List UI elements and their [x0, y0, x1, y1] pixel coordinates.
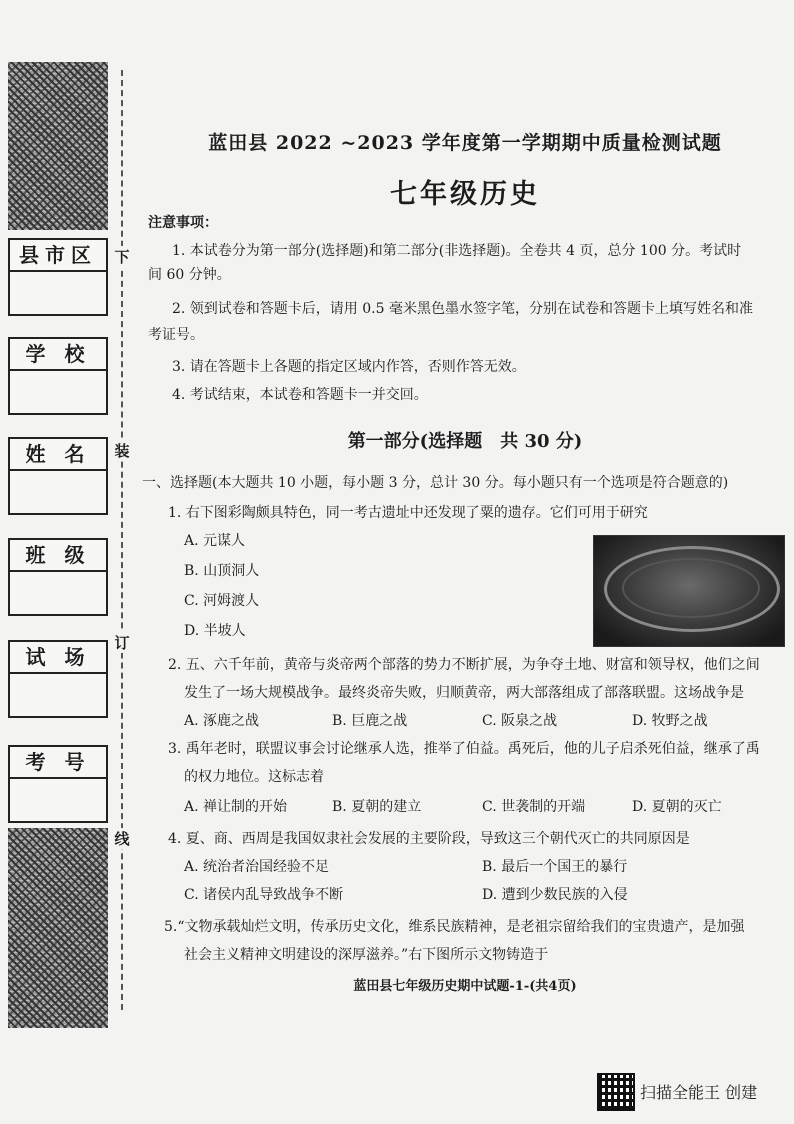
option: A. 涿鹿之战 [184, 713, 260, 729]
qr-code-icon [597, 1073, 635, 1111]
question-stem: 3. 禹年老时，联盟议事会讨论继承人选，推举了伯益。禹死后，他的儿子启杀死伯益，继承了禹 [168, 741, 760, 757]
scanner-watermark: 扫描全能王 创建 [640, 1083, 758, 1102]
field-class [8, 538, 108, 616]
question-stem: 2. 五、六千年前，黄帝与炎帝两个部落的势力不断扩展，为争夺土地、财富和领导权，他们之间 [168, 657, 760, 673]
field-label: 县市区 [10, 240, 106, 272]
binding-pattern-top [8, 62, 108, 230]
binding-mark: 订 [112, 632, 132, 653]
note-item: 3. 请在答题卡上各题的指定区域内作答，否则作答无效。 [172, 359, 526, 375]
field-exam-room [8, 640, 108, 718]
binding-pattern-bottom [8, 828, 108, 1028]
binding-mark: 装 [112, 440, 132, 461]
binding-mark: 下 [112, 246, 132, 267]
note-item: 间 60 分钟。 [148, 267, 231, 283]
note-item: 2. 领到试卷和答题卡后，请用 0.5 毫米黑色墨水签字笔，分别在试卷和答题卡上填写姓名和准 [172, 301, 753, 317]
section-title: 第一部分(选择题 共 30 分) [347, 431, 583, 452]
binding-line [121, 70, 123, 1010]
option: B. 山顶洞人 [184, 563, 260, 579]
question-stem: 的权力地位。这标志着 [184, 769, 324, 785]
option: A. 统治者治国经验不足 [184, 859, 330, 875]
field-county [8, 238, 108, 316]
option: D. 夏朝的灭亡 [632, 799, 722, 815]
field-label: 试 场 [10, 642, 106, 674]
field-label: 姓 名 [10, 439, 106, 471]
note-item: 考证号。 [148, 327, 204, 343]
page-footer: 蓝田县七年级历史期中试题-1-(共4页) [353, 979, 577, 994]
option: B. 夏朝的建立 [332, 799, 422, 815]
field-school [8, 337, 108, 415]
question-stem: 社会主义精神文明建设的深厚滋养。”右下图所示文物铸造于 [184, 947, 549, 963]
field-label: 班 级 [10, 540, 106, 572]
option: D. 半坡人 [184, 623, 246, 639]
field-name [8, 437, 108, 515]
field-exam-number [8, 745, 108, 823]
section-instruction: 一、选择题(本大题共 10 小题，每小题 3 分，总计 30 分。每小题只有一个选项是符合题意的) [142, 475, 729, 491]
field-label: 学 校 [10, 339, 106, 371]
option: D. 遭到少数民族的入侵 [482, 887, 628, 903]
painted-pottery-photo [593, 535, 785, 647]
question-stem: 发生了一场大规模战争。最终炎帝失败，归顺黄帝，两大部落组成了部落联盟。这场战争是 [184, 685, 744, 701]
option: B. 巨鹿之战 [332, 713, 408, 729]
question-stem: 5.“文物承载灿烂文明，传承历史文化，维系民族精神，是老祖宗留给我们的宝贵遗产，是加强 [164, 919, 745, 935]
notes-heading: 注意事项： [148, 215, 218, 231]
exam-subject: 七年级历史 [390, 179, 540, 210]
option: C. 阪泉之战 [482, 713, 558, 729]
option: A. 禅让制的开始 [184, 799, 288, 815]
option: C. 河姆渡人 [184, 593, 260, 609]
pottery-inner [622, 558, 760, 618]
field-label: 考 号 [10, 747, 106, 779]
option: D. 牧野之战 [632, 713, 708, 729]
note-item: 4. 考试结束，本试卷和答题卡一并交回。 [172, 387, 428, 403]
option: A. 元谋人 [184, 533, 246, 549]
option: C. 诸侯内乱导致战争不断 [184, 887, 344, 903]
binding-mark: 线 [112, 828, 132, 849]
exam-title: 蓝田县 2022 ~2023 学年度第一学期期中质量检测试题 [208, 132, 722, 154]
option: C. 世袭制的开端 [482, 799, 586, 815]
question-stem: 4. 夏、商、西周是我国奴隶社会发展的主要阶段，导致这三个朝代灭亡的共同原因是 [168, 831, 690, 847]
note-item: 1. 本试卷分为第一部分(选择题)和第二部分(非选择题)。全卷共 4 页，总分 100 分。考试时 [172, 243, 742, 259]
question-stem: 1. 右下图彩陶颇具特色，同一考古遗址中还发现了粟的遗存。它们可用于研究 [168, 505, 648, 521]
option: B. 最后一个国王的暴行 [482, 859, 628, 875]
